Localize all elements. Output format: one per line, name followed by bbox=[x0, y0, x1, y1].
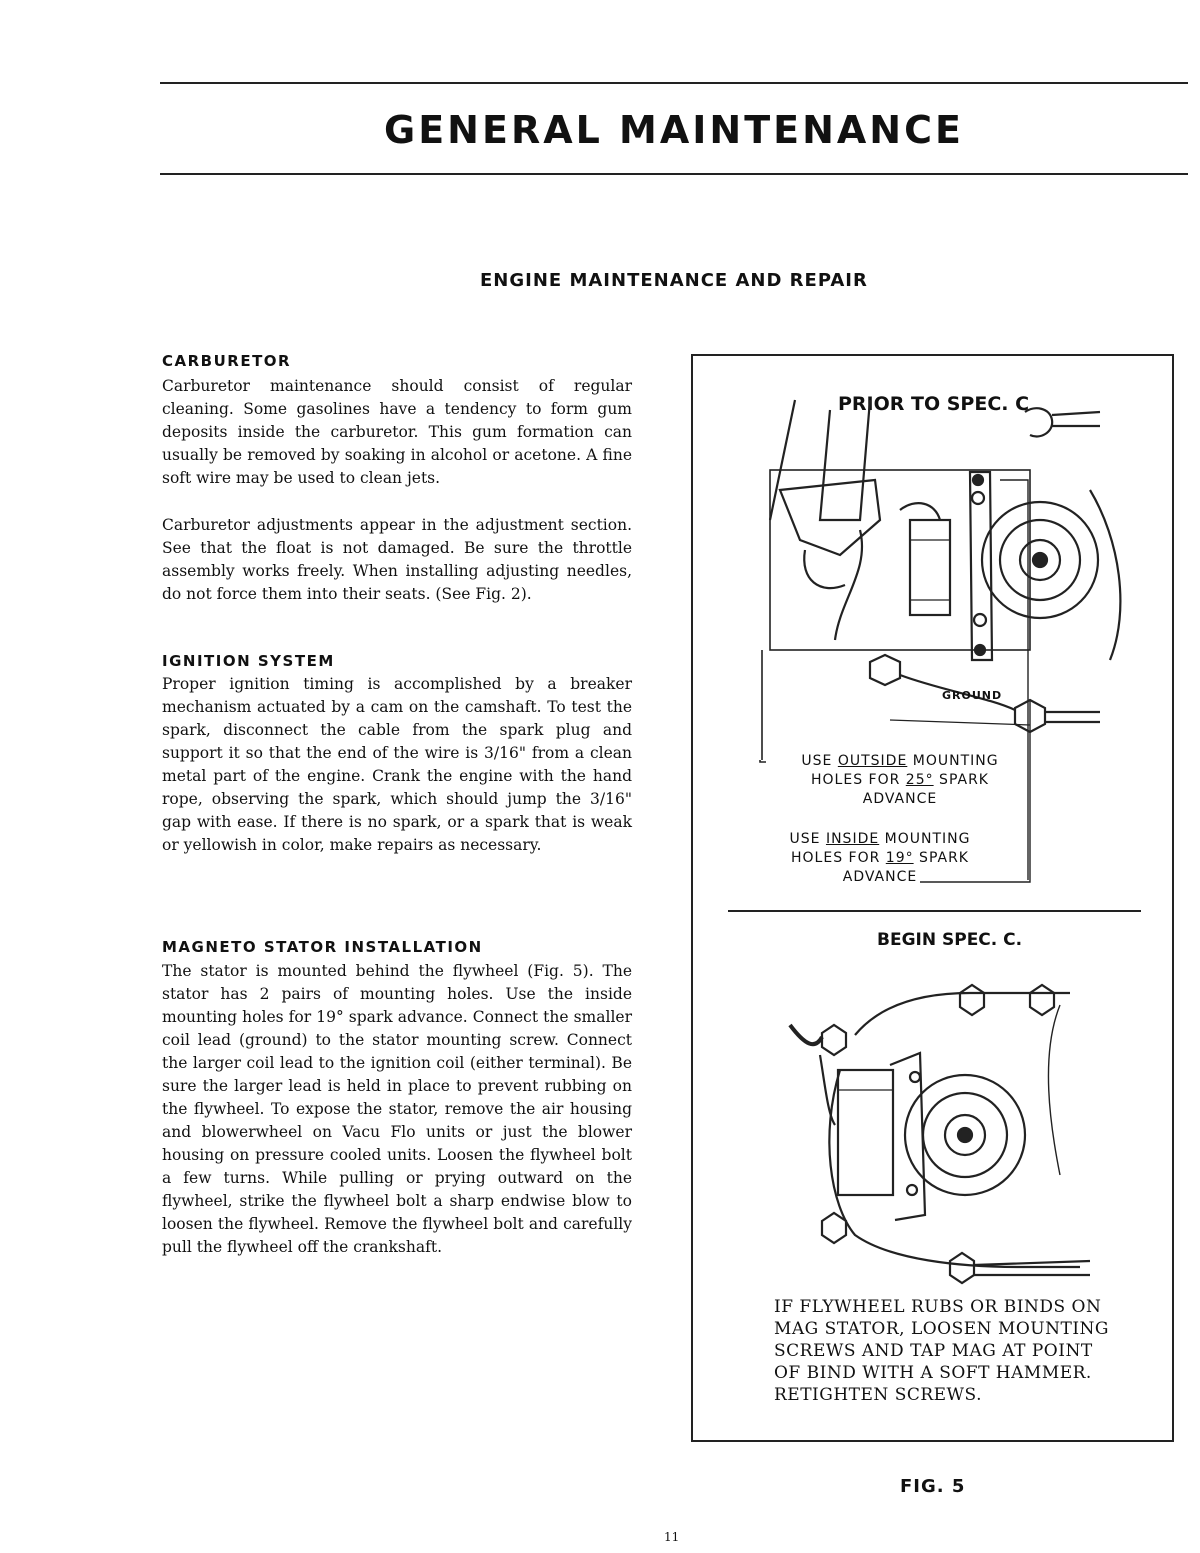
header-top-rule bbox=[160, 82, 1188, 84]
figure-bottom-caption: BEGIN SPEC. C. bbox=[877, 930, 1023, 950]
stator-diagram-spec-c bbox=[760, 975, 1140, 1285]
carburetor-paragraph-2: Carburetor adjustments appear in the adjustment section. See that the float is not damaged. Be sure the throttle assembly works freely. When installing adjusting needles, do not force them into their seats. (See Fig. 2). bbox=[162, 516, 632, 603]
note-leader-line bbox=[760, 700, 1040, 890]
page-title: GENERAL MAINTENANCE bbox=[384, 108, 964, 152]
section-title: ENGINE MAINTENANCE AND REPAIR bbox=[480, 270, 868, 291]
flywheel-rubs-note: IF FLYWHEEL RUBS OR BINDS ON MAG STATOR, LOOSEN MOUNTING SCREWS AND TAP MAG AT POINT OF BIND WITH A SOFT HAMMER. RETIGHTEN SCREWS. bbox=[774, 1297, 1110, 1405]
carburetor-heading: CARBURETOR bbox=[162, 352, 292, 370]
figure-divider bbox=[728, 910, 1141, 912]
ignition-paragraph: Proper ignition timing is accomplished by a breaker mechanism actuated by a cam on the camshaft. To test the spark, disconnect the cable from the spark plug and support it so that the end of the wire is 3/16" from a clean metal part of the engine. Crank the engine with the hand rope, observing the spark, which should jump the 3/16" gap with ease. If there is no spark, or a spark that is weak or yellowish in color, make repairs as necessary. bbox=[162, 675, 632, 854]
figure-label: FIG. 5 bbox=[900, 1476, 966, 1497]
magneto-paragraph: The stator is mounted behind the flywheel (Fig. 5). The stator has 2 pairs of mounting holes. Use the inside mounting holes for 19° spark advance. Connect the smaller coil lead (ground) to the stator mounting screw. Connect the larger coil lead to the ignition coil (either terminal). Be sure the larger lead is held in place to prevent rubbing on the flywheel. To expose the stator, remove the air housing and blowerwheel on Vacu Flo units or just the blower housing on pressure cooled units. Loosen the flywheel bolt a few turns. While pulling or prying outward on the flywheel, strike the flywheel bolt a sharp endwise blow to loosen the flywheel. Remove the flywheel bolt and carefully pull the flywheel off the crankshaft. bbox=[162, 962, 632, 1256]
magneto-heading: MAGNETO STATOR INSTALLATION bbox=[162, 938, 483, 956]
ground-label: GROUND bbox=[942, 689, 1003, 702]
ignition-heading: IGNITION SYSTEM bbox=[162, 652, 335, 670]
note-outside-holes: USE OUTSIDE MOUNTING HOLES FOR 25° SPARK ADVANCE bbox=[801, 753, 999, 807]
note-inside-holes: USE INSIDE MOUNTING HOLES FOR 19° SPARK ADVANCE bbox=[789, 831, 971, 885]
page-number: 11 bbox=[664, 1530, 680, 1544]
header-bottom-rule bbox=[160, 173, 1188, 175]
figure-top-caption: PRIOR TO SPEC. C bbox=[838, 393, 1030, 415]
carburetor-paragraph-1: Carburetor maintenance should consist of regular cleaning. Some gasolines have a tendency to form gum deposits inside the carburetor. This gum formation can usually be removed by soaking in alcohol or acetone. A fine soft wire may be used to clean jets. bbox=[162, 377, 632, 487]
